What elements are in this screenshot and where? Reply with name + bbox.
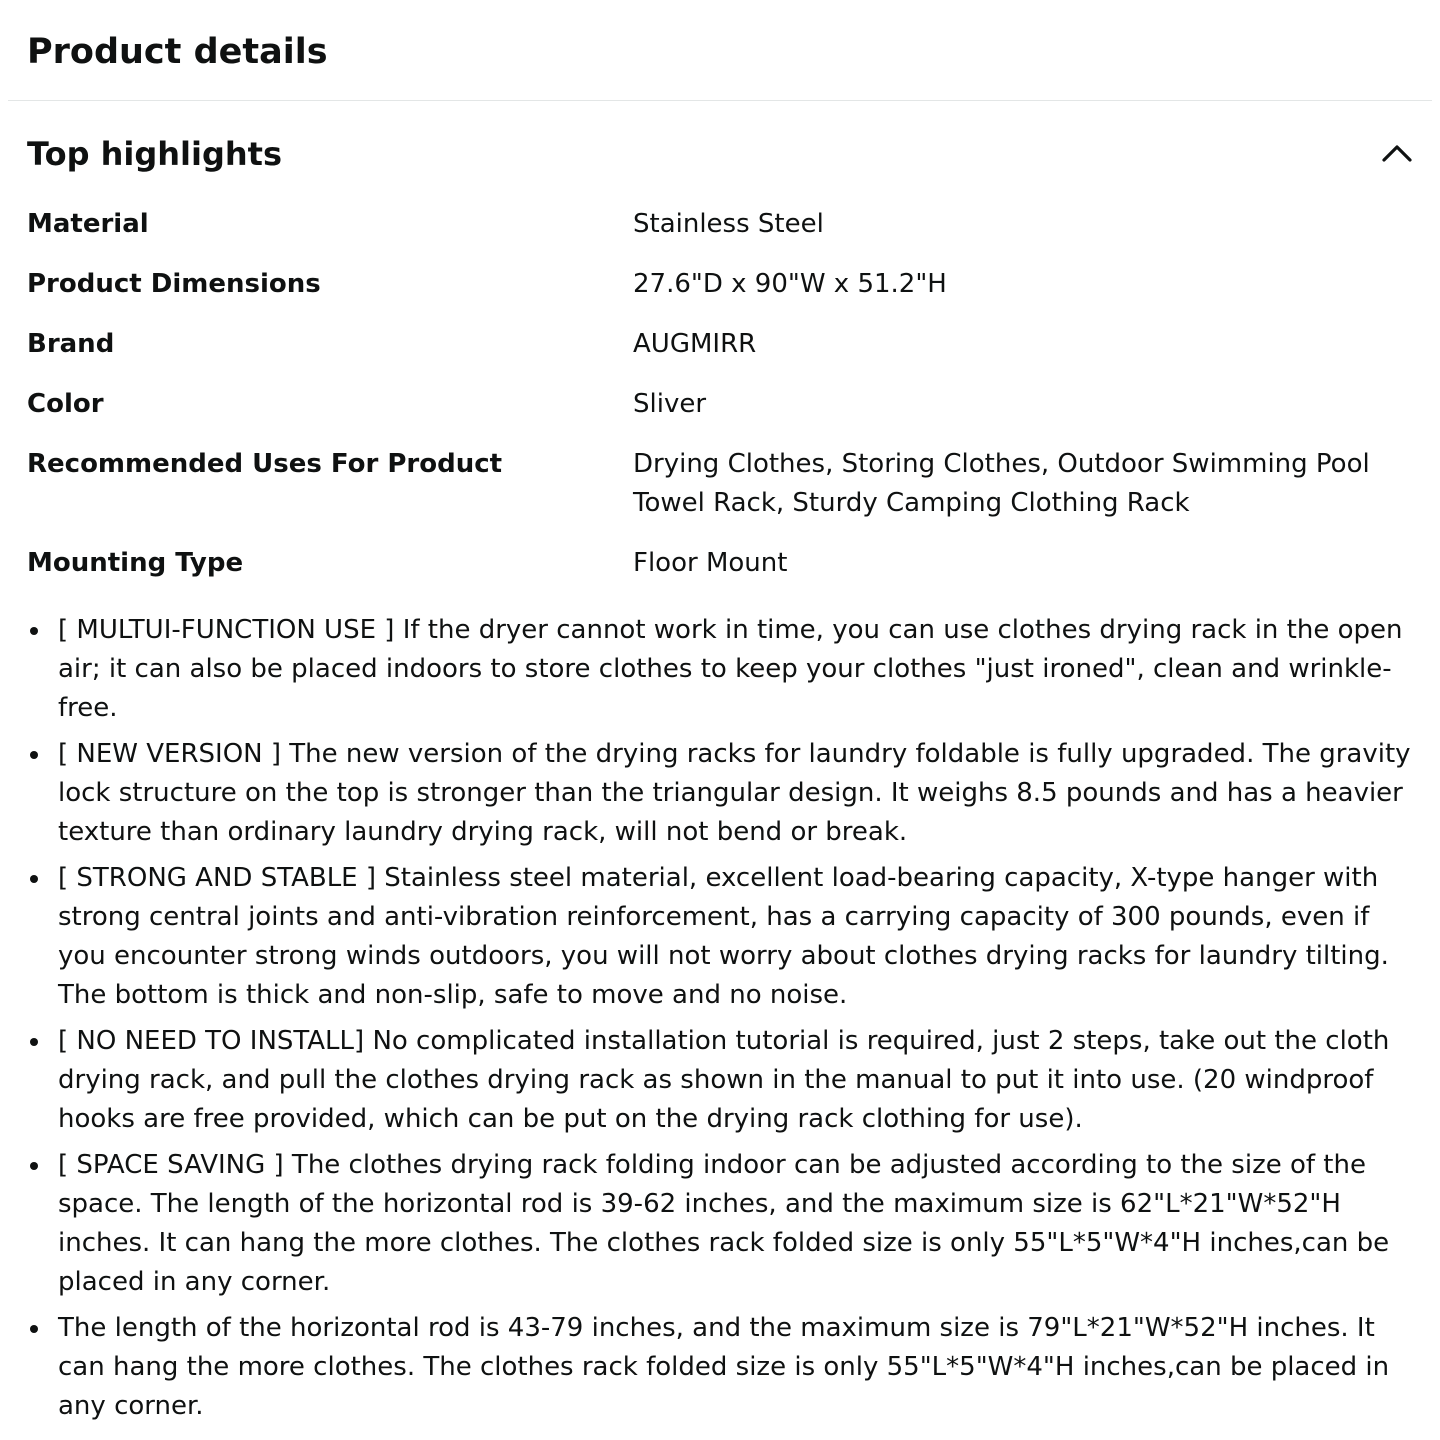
feature-bullet	[20, 1146, 1420, 1302]
spec-row-mounting-type	[27, 544, 1417, 583]
spec-row-material	[27, 205, 1417, 244]
spec-value: 27.6"D x 90"W x 51.2"H	[633, 269, 947, 299]
spec-row-color	[27, 385, 1417, 424]
top-highlights-toggle[interactable]	[0, 130, 1440, 178]
spec-table	[27, 205, 1417, 604]
section-divider	[8, 100, 1432, 101]
feature-bullet	[20, 1022, 1420, 1139]
feature-bullet-text: [ SPACE SAVING ] The clothes drying rack folding indoor can be adjusted according to the size of the space. The length of the horizontal rod is 39-62 inches, and the maximum size is 62"L*21"W*52"H inches. It can hang the more clothes. The clothes rack folded size is only 55"L*5"W*4"H inches,can be placed in any corner.	[58, 1150, 1390, 1297]
spec-label: Color	[27, 389, 104, 419]
spec-label: Material	[27, 209, 149, 239]
spec-label: Brand	[27, 329, 115, 359]
feature-bullet	[20, 1309, 1420, 1426]
feature-bullet	[20, 611, 1420, 728]
feature-bullet-text: [ MULTUI-FUNCTION USE ] If the dryer cannot work in time, you can use clothes drying rack in the open air; it can also be placed indoors to store clothes to keep your clothes "just ironed", clean and wrinkle-free.	[58, 615, 1403, 723]
feature-bullet-text: [ STRONG AND STABLE ] Stainless steel material, excellent load-bearing capacity, X-type hanger with strong central joints and anti-vibration reinforcement, has a carrying capacity of 300 pounds, even if you encounter strong winds outdoors, you will not worry about clothes drying racks for laundry tilting. The bottom is thick and non-slip, safe to move and no noise.	[58, 863, 1389, 1010]
spec-value: Drying Clothes, Storing Clothes, Outdoor Swimming Pool Towel Rack, Sturdy Camping Clothing Rack	[633, 449, 1370, 518]
chevron-up-icon[interactable]	[1380, 138, 1414, 168]
feature-bullet-list	[20, 611, 1420, 1433]
spec-row-recommended-uses	[27, 445, 1417, 523]
spec-row-brand	[27, 325, 1417, 364]
feature-bullet-text: [ NEW VERSION ] The new version of the drying racks for laundry foldable is fully upgraded. The gravity lock structure on the top is stronger than the triangular design. It weighs 8.5 pounds and has a heavier texture than ordinary laundry drying rack, will not bend or break.	[58, 739, 1411, 847]
spec-value: Floor Mount	[633, 548, 788, 578]
bullet-dot-icon	[30, 1162, 38, 1170]
feature-bullet-text: The length of the horizontal rod is 43-79 inches, and the maximum size is 79"L*21"W*52"H inches. It can hang the more clothes. The clothes rack folded size is only 55"L*5"W*4"H inches,can be placed in any corner.	[58, 1313, 1390, 1421]
bullet-dot-icon	[30, 1325, 38, 1333]
feature-bullet	[20, 735, 1420, 852]
feature-bullet-text: [ NO NEED TO INSTALL] No complicated installation tutorial is required, just 2 steps, take out the cloth drying rack, and pull the clothes drying rack as shown in the manual to put it into use. (20 windproof hooks are free provided, which can be put on the drying rack clothing for use).	[58, 1026, 1390, 1134]
bullet-dot-icon	[30, 1038, 38, 1046]
page-title: Product details	[27, 32, 328, 72]
bullet-dot-icon	[30, 875, 38, 883]
spec-row-product-dimensions	[27, 265, 1417, 304]
spec-value: Sliver	[633, 389, 707, 419]
spec-value: AUGMIRR	[633, 329, 757, 359]
bullet-dot-icon	[30, 751, 38, 759]
spec-label: Recommended Uses For Product	[27, 449, 503, 479]
spec-value: Stainless Steel	[633, 209, 824, 239]
spec-label: Mounting Type	[27, 548, 244, 578]
feature-bullet	[20, 859, 1420, 1015]
bullet-dot-icon	[30, 627, 38, 635]
section-title: Top highlights	[27, 135, 283, 173]
spec-label: Product Dimensions	[27, 269, 321, 299]
